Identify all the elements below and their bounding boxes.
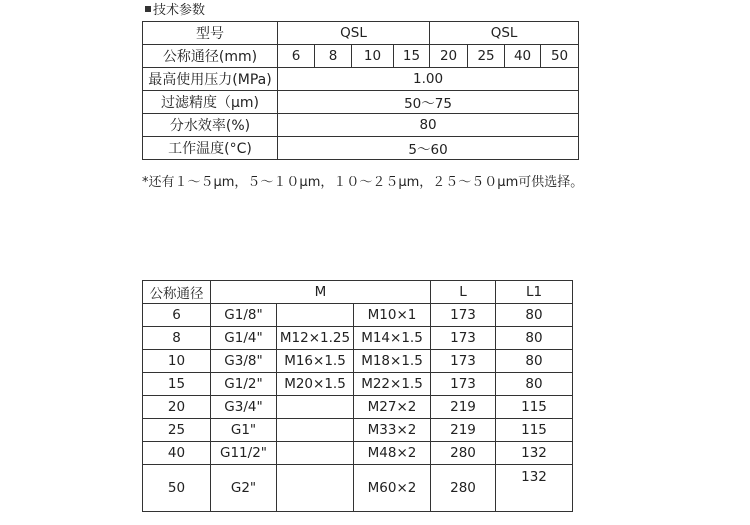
dim-thread-g: G3/8" [211,350,277,373]
dim-thread-m-fine: M12×1.25 [277,327,354,350]
dim-thread-g: G3/4" [211,396,277,419]
dim-l1: 80 [496,350,573,373]
dim-l1: 132 [496,442,573,465]
dim-l1: 115 [496,396,573,419]
dim-thread-g: G1/2" [211,373,277,396]
dim-thread-g: G1" [211,419,277,442]
dim-thread-m: M10×1 [354,304,431,327]
dim-thread-m-fine [277,304,354,327]
dim-row [143,350,573,373]
section-title-text: 技术参数 [153,3,206,18]
dim-l: 173 [431,350,496,373]
dim-header-m: M [211,281,431,304]
dim-l1: 80 [496,304,573,327]
spec-row [143,91,579,114]
dim-row [143,465,573,512]
model-label: 型号 [143,22,278,45]
dim-thread-m: M27×2 [354,396,431,419]
dim-header-l: L [431,281,496,304]
spec-label: 过滤精度（μm) [143,91,278,114]
section-title [145,2,205,20]
dim-diameter: 15 [143,373,211,396]
dim-thread-m-fine [277,442,354,465]
dim-diameter: 25 [143,419,211,442]
dim-header-l1: L1 [496,281,573,304]
dim-l1: 115 [496,419,573,442]
spec-value: 1.00 [278,68,579,91]
dim-diameter: 50 [143,465,211,512]
diameter-cell: 25 [468,45,505,68]
dim-thread-m-fine [277,396,354,419]
diameter-cell: 50 [541,45,579,68]
bullet-square-icon [145,6,151,12]
diameter-label: 公称通径(mm) [143,45,278,68]
dim-l: 173 [431,304,496,327]
spec-value: 50～75 [278,91,579,114]
footnote: *还有１～５μm，５～１０μm，１０～２５μm，２５～５０μm可供选择。 [142,175,584,190]
dim-thread-m-fine: M20×1.5 [277,373,354,396]
dim-thread-m: M33×2 [354,419,431,442]
model-group-cell: QSL [430,22,579,45]
dim-thread-m: M22×1.5 [354,373,431,396]
dim-l1: 80 [496,327,573,350]
dim-row [143,327,573,350]
dim-l: 173 [431,327,496,350]
dimension-table [142,280,573,512]
dim-row [143,304,573,327]
diameter-cell: 20 [430,45,468,68]
dim-row [143,396,573,419]
dim-row [143,442,573,465]
dim-diameter: 10 [143,350,211,373]
spec-table [142,21,579,160]
model-group-cell: QSL [278,22,430,45]
spec-row [143,68,579,91]
dim-thread-g: G2" [211,465,277,512]
spec-row-model [143,22,579,45]
dim-header-row [143,281,573,304]
dim-thread-g: G11/2" [211,442,277,465]
dim-thread-m: M60×2 [354,465,431,512]
dim-thread-m: M48×2 [354,442,431,465]
dim-thread-g: G1/4" [211,327,277,350]
dim-diameter: 8 [143,327,211,350]
spec-row [143,114,579,137]
dim-l1: 132 [496,465,573,512]
spec-row [143,137,579,160]
dim-diameter: 20 [143,396,211,419]
dim-l: 219 [431,396,496,419]
dim-row [143,373,573,396]
dim-l1: 80 [496,373,573,396]
spec-value: 80 [278,114,579,137]
dim-diameter: 40 [143,442,211,465]
dim-thread-g: G1/8" [211,304,277,327]
spec-value: 5～60 [278,137,579,160]
diameter-cell: 6 [278,45,315,68]
diameter-cell: 15 [394,45,430,68]
spec-row-diameter [143,45,579,68]
dim-thread-m-fine [277,465,354,512]
dim-diameter: 6 [143,304,211,327]
dim-thread-m-fine: M16×1.5 [277,350,354,373]
diameter-cell: 10 [352,45,394,68]
dim-l: 219 [431,419,496,442]
spec-label: 最高使用压力(MPa) [143,68,278,91]
diameter-cell: 8 [315,45,352,68]
dim-row [143,419,573,442]
dim-l: 280 [431,465,496,512]
dim-header-diameter: 公称通径 [143,281,211,304]
spec-label: 分水效率(%) [143,114,278,137]
spec-label: 工作温度(°C) [143,137,278,160]
diameter-cell: 40 [505,45,541,68]
dim-thread-m-fine [277,419,354,442]
dim-thread-m: M18×1.5 [354,350,431,373]
dim-l: 280 [431,442,496,465]
dim-l: 173 [431,373,496,396]
dim-thread-m: M14×1.5 [354,327,431,350]
